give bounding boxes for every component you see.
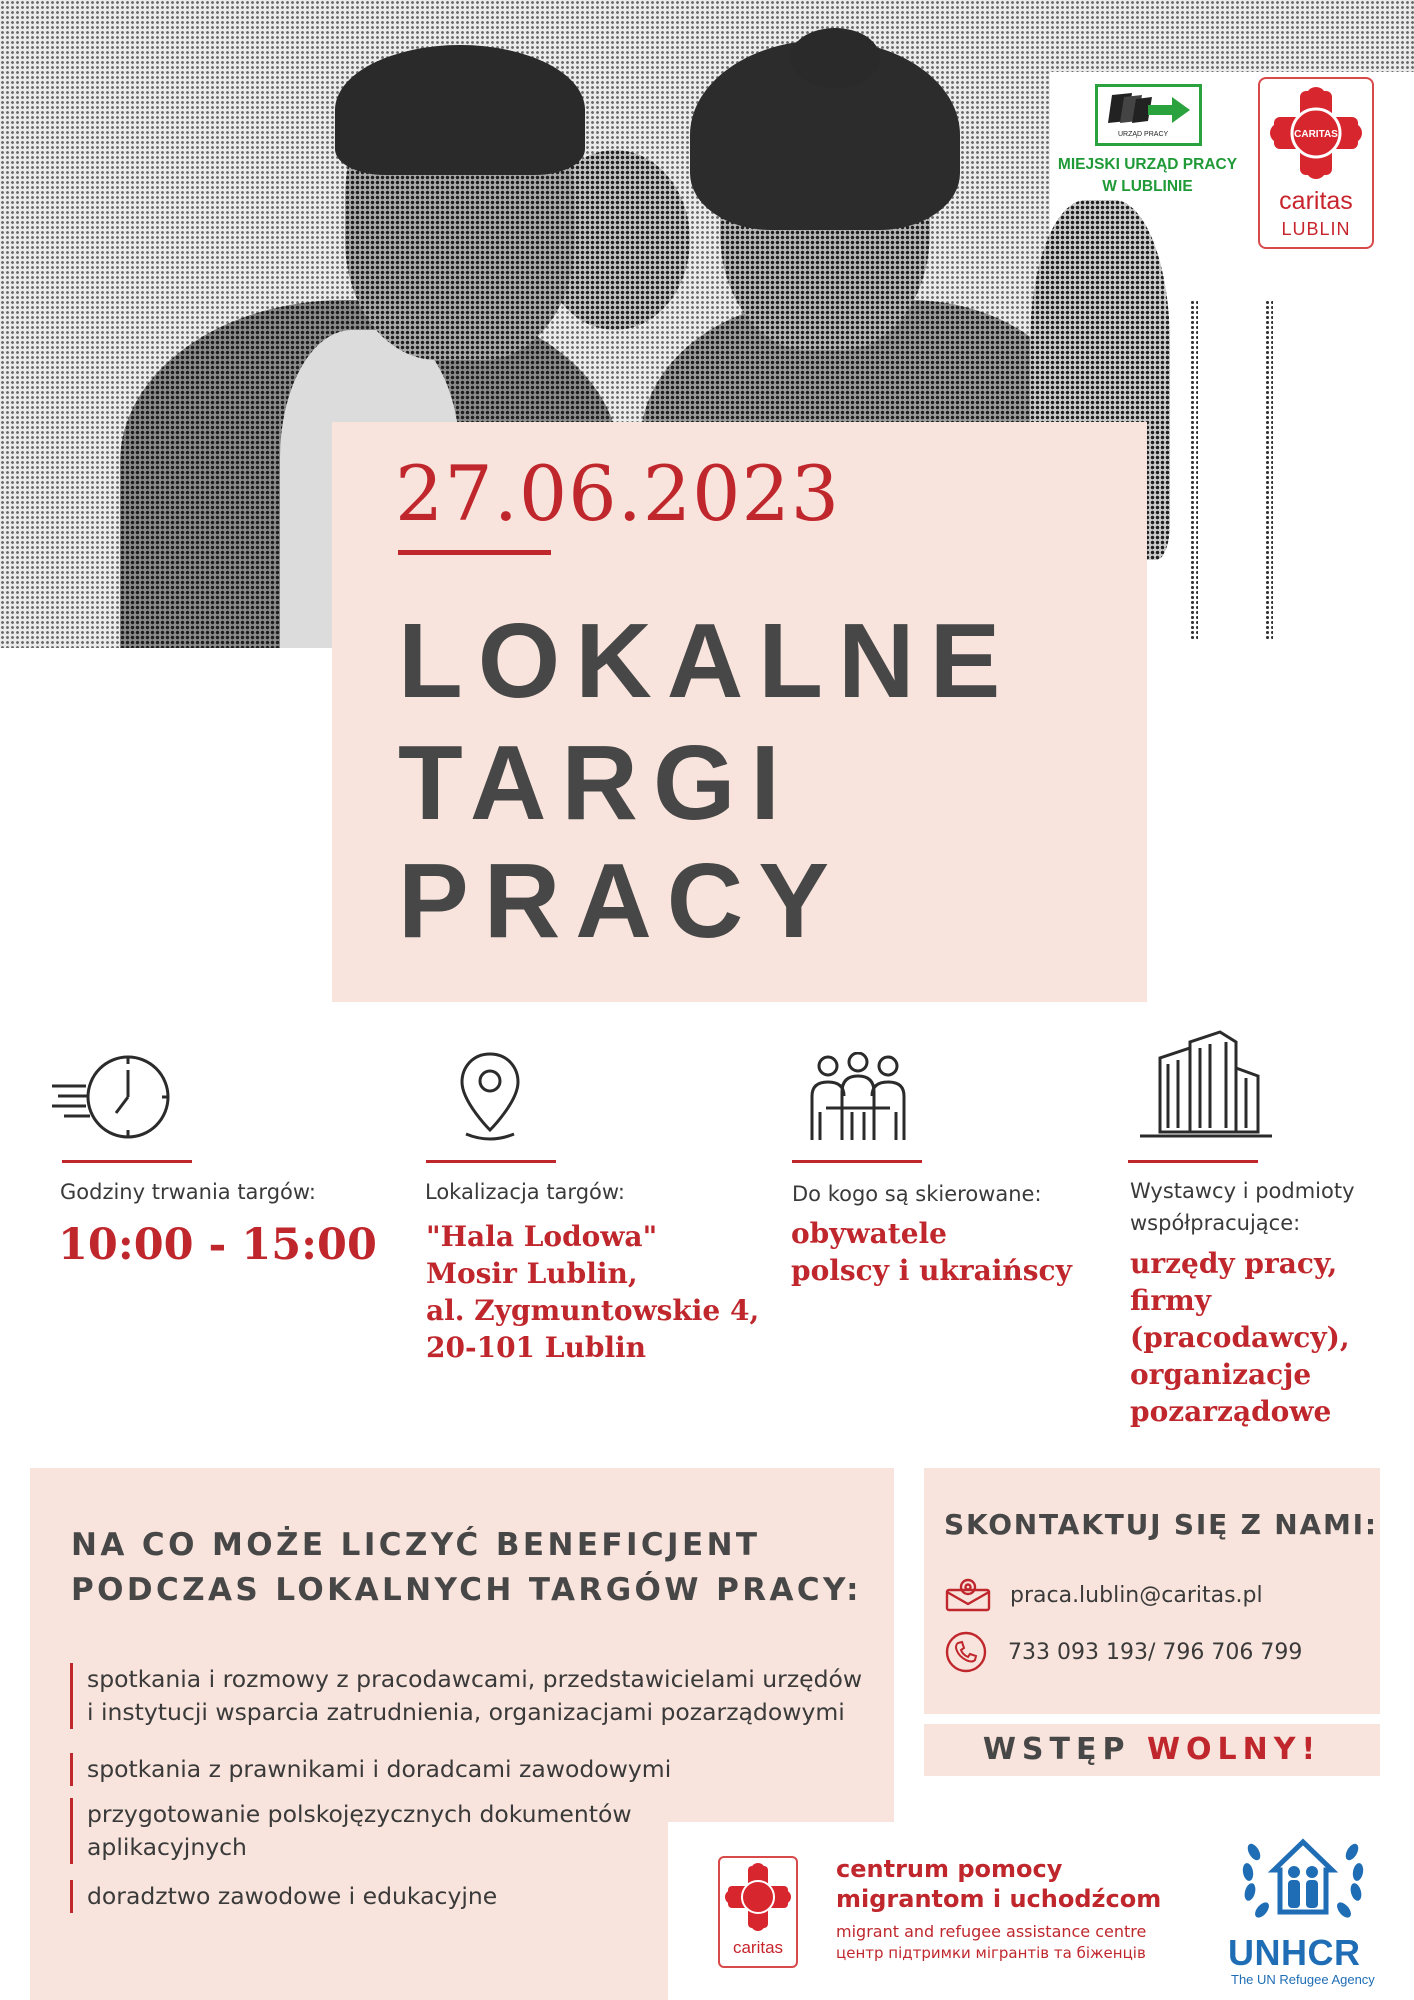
mup-name	[1050, 154, 1245, 198]
footer-caritas-cross-icon	[720, 1858, 796, 1936]
audience-rule	[792, 1160, 922, 1163]
photo-light-area-right	[1190, 250, 1414, 648]
benefit-item	[70, 1880, 497, 1913]
title-line-2: TARGI	[398, 724, 795, 842]
benefit-text: spotkania z prawnikami i doradcami zawodowymi	[87, 1755, 672, 1783]
center-name-ukrainian: центр підтримки мігрантів та біженців	[836, 1944, 1146, 1962]
benefit-text: przygotowanie polskojęzycznych dokumentów	[87, 1800, 632, 1828]
benefits-title-line-1: NA CO MOŻE LICZYĆ BENEFICJENT	[71, 1527, 761, 1563]
benefit-text: doradztwo zawodowe i edukacyjne	[87, 1882, 498, 1910]
center-name-line2: migrantom i uchodźcom	[836, 1885, 1162, 1913]
mup-name-line2: W LUBLINIE	[1102, 178, 1193, 195]
location-label: Lokalizacja targów:	[425, 1180, 625, 1204]
people-group-icon	[806, 1052, 910, 1142]
footer-partners	[668, 1822, 1414, 2000]
benefit-item	[70, 1753, 671, 1786]
hours-label: Godziny trwania targów:	[60, 1180, 316, 1204]
caritas-lublin-logo	[1258, 77, 1374, 249]
free-entry-part2: WOLNY!	[1146, 1732, 1322, 1767]
contact-title: SKONTAKTUJ SIĘ Z NAMI:	[944, 1508, 1378, 1541]
location-value	[426, 1218, 759, 1366]
contact-email[interactable]: praca.lublin@caritas.pl	[1010, 1582, 1263, 1608]
location-line-4: 20-101 Lublin	[426, 1331, 647, 1364]
location-line-3: al. Zygmuntowskie 4,	[426, 1294, 760, 1327]
benefit-text: aplikacyjnych	[87, 1833, 247, 1861]
exhibitors-line-3: (pracodawcy),	[1130, 1321, 1350, 1354]
buildings-icon	[1138, 1028, 1274, 1140]
date-underline	[398, 550, 551, 555]
audience-value	[791, 1215, 1072, 1289]
caritas-city: LUBLIN	[1281, 219, 1351, 239]
exhibitors-label-2: współpracujące:	[1130, 1211, 1301, 1235]
location-rule	[426, 1160, 556, 1163]
exhibitors-line-1: urzędy pracy,	[1130, 1247, 1338, 1280]
footer-caritas-logo	[718, 1856, 798, 1968]
title-line-3: PRACY	[398, 842, 845, 960]
photo-woman-bun	[790, 28, 880, 88]
exhibitors-label	[1130, 1175, 1355, 1239]
audience-label: Do kogo są skierowane:	[792, 1182, 1042, 1206]
clock-icon	[50, 1050, 175, 1145]
photo-man-hair	[335, 45, 585, 175]
contact-panel	[924, 1468, 1380, 1714]
benefit-text: i instytucji wsparcia zatrudnienia, organizacjami pozarządowymi	[87, 1698, 845, 1726]
location-line-1: "Hala Lodowa"	[426, 1220, 658, 1253]
exhibitors-line-5: pozarządowe	[1130, 1395, 1332, 1428]
hours-rule	[62, 1160, 192, 1163]
mup-logo-box	[1095, 84, 1202, 146]
benefit-item	[70, 1798, 632, 1864]
benefits-title-line-2: PODCZAS LOKALNYCH TARGÓW PRACY:	[71, 1572, 862, 1608]
caritas-cross-icon	[1260, 79, 1372, 187]
hours-value: 10:00 - 15:00	[58, 1220, 377, 1270]
exhibitors-rule	[1128, 1160, 1258, 1163]
location-line-2: Mosir Lublin,	[426, 1257, 638, 1290]
free-entry-text	[924, 1732, 1380, 1767]
event-date: 27.06.2023	[395, 449, 841, 538]
benefits-title	[71, 1523, 862, 1613]
caritas-word: caritas	[1279, 187, 1353, 215]
title-panel	[332, 422, 1147, 1002]
unhcr-tagline: The UN Refugee Agency	[1231, 1972, 1375, 1987]
audience-line-1: obywatele	[791, 1217, 947, 1250]
mup-sign-text: URZĄD PRACY	[1118, 131, 1169, 138]
mup-doors-icon	[1098, 87, 1199, 143]
free-entry-part1: WSTĘP	[982, 1732, 1131, 1767]
photo-stripe	[1190, 300, 1198, 640]
benefit-item	[70, 1663, 862, 1729]
free-entry-banner	[924, 1724, 1380, 1776]
photo-stripe	[1265, 300, 1273, 640]
location-pin-icon	[456, 1050, 524, 1142]
center-name-line1: centrum pomocy	[836, 1855, 1063, 1883]
benefit-text: spotkania i rozmowy z pracodawcami, przedstawicielami urzędów	[87, 1665, 863, 1693]
exhibitors-value	[1130, 1245, 1350, 1430]
exhibitors-line-4: organizacje	[1130, 1358, 1312, 1391]
caritas-ring-text: CARITAS	[1294, 129, 1338, 140]
phone-icon	[944, 1630, 988, 1674]
title-line-1: LOKALNE	[398, 602, 1016, 720]
contact-phone[interactable]: 733 093 193/ 796 706 799	[1008, 1639, 1303, 1665]
mup-logo	[1050, 82, 1240, 202]
center-name-english: migrant and refugee assistance centre	[836, 1922, 1147, 1941]
footer-caritas-word: caritas	[732, 1938, 784, 1957]
exhibitors-line-2: firmy	[1130, 1284, 1212, 1317]
unhcr-emblem-icon	[1238, 1822, 1368, 1930]
audience-line-2: polscy i ukraińscy	[791, 1254, 1072, 1287]
mup-name-line1: MIEJSKI URZĄD PRACY	[1057, 156, 1238, 173]
exhibitors-label-1: Wystawcy i podmioty	[1130, 1179, 1355, 1203]
contact-phone-row[interactable]	[944, 1630, 1302, 1674]
email-envelope-icon	[944, 1578, 992, 1612]
contact-email-row[interactable]	[944, 1578, 1263, 1612]
unhcr-wordmark: UNHCR	[1228, 1932, 1361, 1973]
